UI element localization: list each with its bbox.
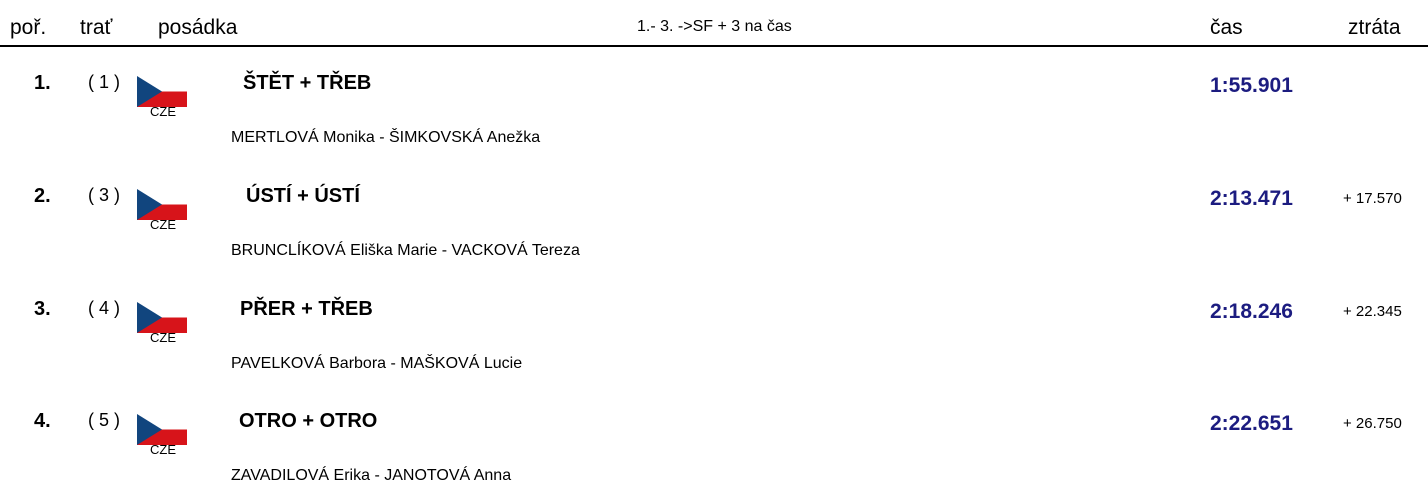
country-code: CZE bbox=[150, 330, 176, 345]
rank: 4. bbox=[34, 410, 51, 432]
crew-names: PAVELKOVÁ Barbora - MAŠKOVÁ Lucie bbox=[231, 355, 523, 372]
crew-names: BRUNCLÍKOVÁ Eliška Marie - VACKOVÁ Tereza bbox=[231, 242, 580, 259]
time-behind: + 26.750 bbox=[1343, 415, 1402, 432]
czech-flag-icon bbox=[137, 189, 187, 220]
time-behind: + 22.345 bbox=[1343, 303, 1402, 320]
crew-names: ZAVADILOVÁ Erika - JANOTOVÁ Anna bbox=[231, 467, 512, 484]
result-row-3 bbox=[0, 298, 1428, 390]
crew-clubs: OTRO + OTRO bbox=[239, 410, 378, 432]
header-lane: trať bbox=[80, 16, 113, 39]
lane: ( 4 ) bbox=[88, 298, 121, 318]
rank: 2. bbox=[34, 185, 51, 207]
result-row-1 bbox=[0, 72, 1428, 164]
result-row-4 bbox=[0, 410, 1428, 502]
country-code: CZE bbox=[150, 104, 176, 119]
crew-clubs: ÚSTÍ + ÚSTÍ bbox=[246, 185, 360, 207]
crew-names: MERTLOVÁ Monika - ŠIMKOVSKÁ Anežka bbox=[231, 129, 541, 146]
time-behind: + 17.570 bbox=[1343, 190, 1402, 207]
finish-time: 2:22.651 bbox=[1210, 412, 1293, 435]
result-row-2 bbox=[0, 185, 1428, 277]
czech-flag-icon bbox=[137, 302, 187, 333]
header-note: 1.- 3. ->SF + 3 na čas bbox=[637, 18, 792, 35]
crew-clubs: ŠTĚT + TŘEB bbox=[243, 72, 372, 94]
header-crew: posádka bbox=[158, 16, 238, 39]
lane: ( 3 ) bbox=[88, 185, 121, 205]
crew-clubs: PŘER + TŘEB bbox=[240, 298, 373, 320]
czech-flag-icon bbox=[137, 414, 187, 445]
finish-time: 1:55.901 bbox=[1210, 74, 1293, 97]
header-rank: poř. bbox=[10, 16, 47, 39]
rank: 1. bbox=[34, 72, 51, 94]
rank: 3. bbox=[34, 298, 51, 320]
header-time: čas bbox=[1210, 16, 1243, 39]
header-diff: ztráta bbox=[1348, 16, 1401, 39]
czech-flag-icon bbox=[137, 76, 187, 107]
finish-time: 2:18.246 bbox=[1210, 300, 1293, 323]
country-code: CZE bbox=[150, 217, 176, 232]
finish-time: 2:13.471 bbox=[1210, 187, 1293, 210]
lane: ( 1 ) bbox=[88, 72, 121, 92]
country-code: CZE bbox=[150, 442, 176, 457]
lane: ( 5 ) bbox=[88, 410, 121, 430]
header-divider bbox=[0, 45, 1428, 47]
